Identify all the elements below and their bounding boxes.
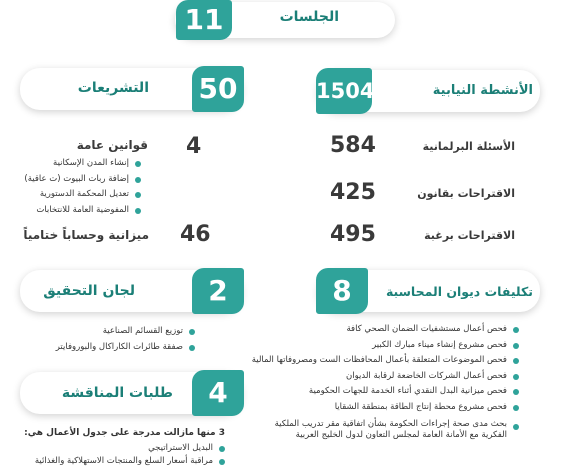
activity-label-questions: الأسئلة البرلمانية — [422, 140, 515, 153]
list-item: تعديل المحكمة الدستورية — [24, 187, 141, 203]
budget-label: ميزانية وحساباً ختامياً — [23, 228, 149, 242]
list-item-continuation: الفكرية مع الأمانة العامة لمجلس التعاون لدول الخليج العربية — [295, 429, 507, 440]
budget-count: 46 — [180, 222, 211, 247]
bullet-icon — [513, 405, 519, 411]
investigation-title: لجان التحقيق — [43, 283, 135, 299]
sessions-title: الجلسات — [279, 9, 339, 25]
activity-label-law-proposals: الاقتراحات بقانون — [417, 187, 515, 200]
list-item: بحث مدى صحة إجراءات الحكومة بشأن اتفاقية مقر تدريب الملكية — [252, 419, 519, 430]
general-laws-list — [24, 156, 141, 218]
activity-count-questions: 584 — [330, 133, 376, 158]
bullet-icon — [219, 446, 225, 452]
bullet-icon — [513, 374, 519, 380]
general-laws-label: قوانين عامة — [76, 138, 148, 152]
list-item: مراقبة أسعار السلع والمنتجات الاستهلاكية والغذائية — [35, 455, 225, 468]
bullet-icon — [513, 358, 519, 364]
list-item: إنشاء المدن الإسكانية — [24, 156, 141, 172]
activity-label-desire-proposals: الاقتراحات برغبة — [424, 229, 515, 242]
list-item: البديل الاستراتيجي — [35, 442, 225, 455]
legislation-count-badge: 50 — [192, 66, 244, 112]
bullet-icon — [513, 343, 519, 349]
debate-count-badge: 4 — [192, 370, 244, 416]
investigation-list — [56, 324, 195, 355]
investigation-count-badge: 2 — [192, 268, 244, 314]
activity-count-law-proposals: 425 — [330, 180, 376, 205]
bullet-icon — [135, 161, 141, 167]
list-item: فحص مشروع إنشاء ميناء مبارك الكبير — [252, 338, 519, 354]
audit-count-badge: 8 — [316, 268, 368, 314]
list-item: توزيع القسائم الصناعية — [56, 324, 195, 340]
activity-count-desire-proposals: 495 — [330, 222, 376, 247]
list-item: فحص الموضوعات المتعلقة بأعمال المحافظات الست ومصروفاتها المالية — [252, 353, 519, 369]
bullet-icon — [513, 327, 519, 333]
list-item: صفقة طائرات الكاراكال والبوروفايتر — [56, 340, 195, 356]
bullet-icon — [513, 389, 519, 395]
activities-count-badge: 1504 — [316, 68, 372, 114]
list-item: فحص أعمال مستشفيات الضمان الصحي كافة — [252, 322, 519, 338]
audit-list — [252, 322, 519, 441]
debate-note: 3 منها مازالت مدرجة على جدول الأعمال هي: — [24, 428, 225, 438]
activities-title: الأنشطة النيابية — [432, 83, 533, 98]
list-item: فحص أعمال الشركات الخاضعة لرقابة الديوان — [252, 369, 519, 385]
debate-list — [35, 442, 225, 468]
list-item: إضافة ربات البيوت (ت عاقية) — [24, 172, 141, 188]
bullet-icon — [135, 192, 141, 198]
list-item: فحص ميزانية البدل النقدي أثناء الخدمة للجهات الحكومية — [252, 384, 519, 400]
bullet-icon — [219, 459, 225, 465]
sessions-count-badge: 11 — [176, 0, 232, 40]
debate-title: طلبات المناقشة — [61, 385, 173, 401]
list-item: فحص مشروع محطة إنتاج الطاقة بمنطقة الشقايا — [252, 400, 519, 416]
list-item: المفوضية العامة للانتخابات — [24, 203, 141, 219]
bullet-icon — [135, 177, 141, 183]
bullet-icon — [189, 345, 195, 351]
general-laws-count: 4 — [186, 134, 202, 159]
bullet-icon — [189, 329, 195, 335]
bullet-icon — [135, 208, 141, 214]
legislation-title: التشريعات — [77, 80, 149, 96]
audit-title: تكليفات ديوان المحاسبة — [385, 284, 533, 299]
